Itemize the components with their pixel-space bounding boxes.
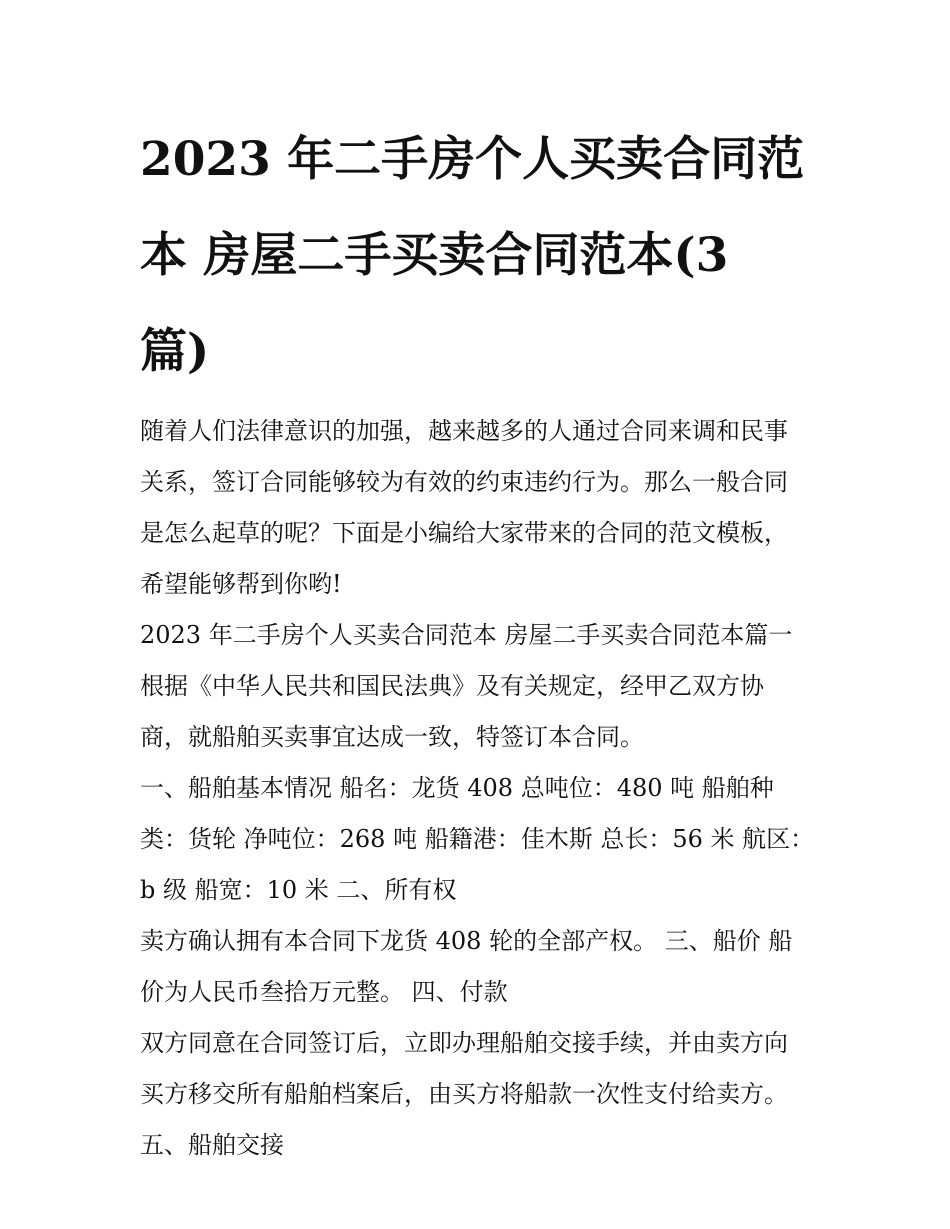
body-line: 买方移交所有船舶档案后，由买方将船款一次性支付给卖方。 <box>140 1080 788 1108</box>
body-line: 2023 年二手房个人买卖合同范本 房屋二手买卖合同范本篇一 <box>140 621 793 649</box>
body-line: 价为人民币叁拾万元整。 四、付款 <box>140 978 508 1006</box>
body-line: 根据《中华人民共和国民法典》及有关规定，经甲乙双方协 <box>140 672 764 700</box>
body-line: 商，就船舶买卖事宜达成一致，特签订本合同。 <box>140 723 644 751</box>
document-body <box>140 406 820 1171</box>
title-line: 篇) <box>140 324 210 379</box>
body-line: 类：货轮 净吨位：268 吨 船籍港：佳木斯 总长：56 米 航区： <box>140 825 815 853</box>
document-title <box>140 112 820 400</box>
body-line: 一、船舶基本情况 船名：龙货 408 总吨位：480 吨 船舶种 <box>140 774 774 802</box>
body-line: 关系，签订合同能够较为有效的约束违约行为。那么一般合同 <box>140 468 788 496</box>
title-line: 2023 年二手房个人买卖合同范 <box>140 132 805 187</box>
body-line: 双方同意在合同签订后，立即办理船舶交接手续，并由卖方向 <box>140 1029 788 1057</box>
body-line: 卖方确认拥有本合同下龙货 408 轮的全部产权。 三、船价 船 <box>140 927 793 955</box>
document-page <box>140 112 820 1171</box>
body-line: 希望能够帮到你哟! <box>140 570 342 598</box>
title-line: 本 房屋二手买卖合同范本(3 <box>140 228 729 283</box>
body-line: 是怎么起草的呢？下面是小编给大家带来的合同的范文模板， <box>140 519 788 547</box>
body-line: b 级 船宽：10 米 二、所有权 <box>140 876 457 904</box>
body-line: 五、船舶交接 <box>140 1131 284 1159</box>
body-line: 随着人们法律意识的加强，越来越多的人通过合同来调和民事 <box>140 417 788 445</box>
